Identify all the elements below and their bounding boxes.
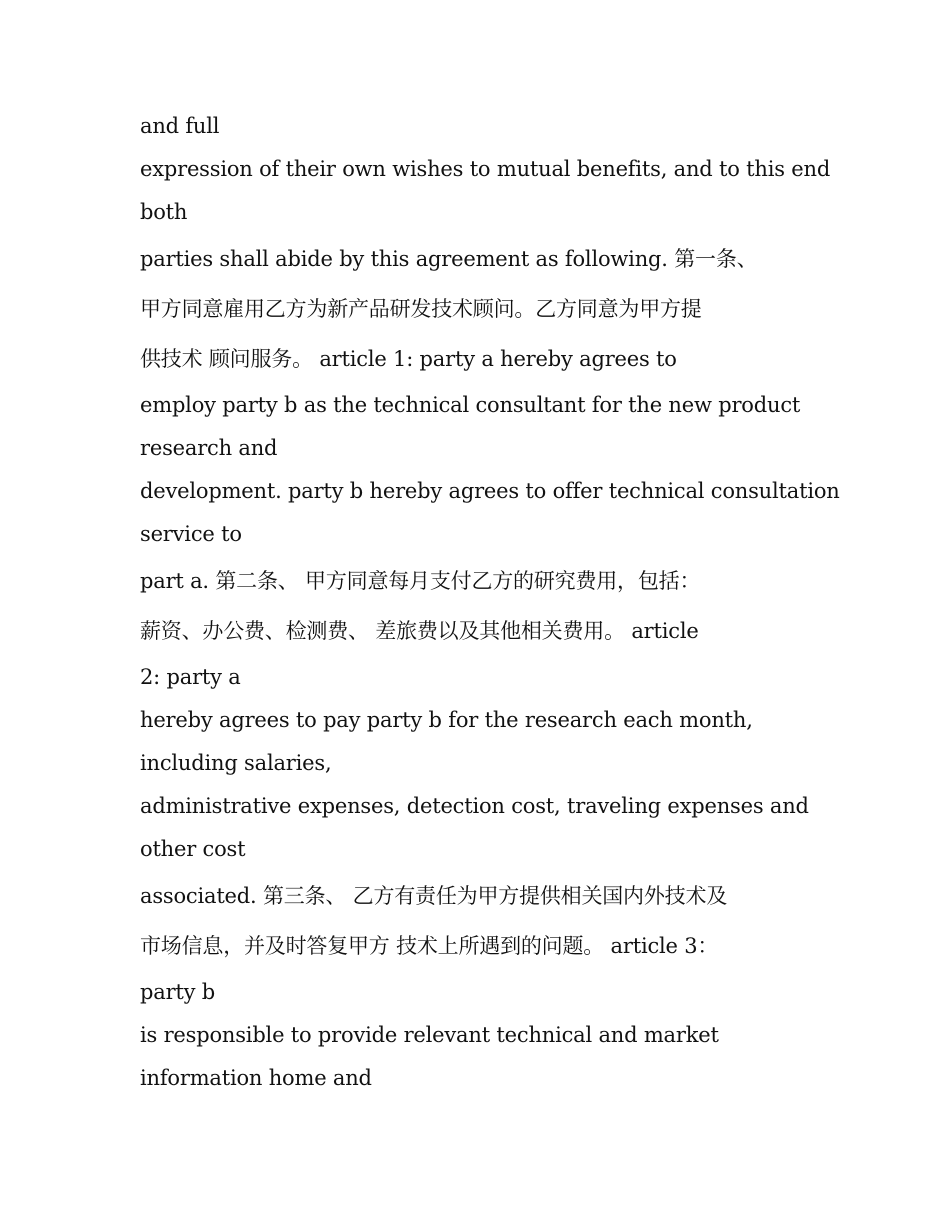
text-line: employ party b as the technical consultant for the new product	[140, 393, 801, 417]
text-line: 甲方同意雇用乙方为新产品研发技术顾问。乙方同意为甲方提	[140, 297, 702, 321]
text-line: both	[140, 200, 188, 224]
text-line: service to	[140, 522, 242, 546]
text-line: parties shall abide by this agreement as following. 第一条、	[140, 247, 758, 271]
text-line: development. party b hereby agrees to offer technical consultation	[140, 479, 840, 503]
text-line: administrative expenses, detection cost, traveling expenses and	[140, 794, 809, 818]
text-line: hereby agrees to pay party b for the research each month,	[140, 708, 753, 732]
text-line: 薪资、办公费、检测费、 差旅费以及其他相关费用。 article	[140, 619, 699, 643]
text-line: associated. 第三条、 乙方有责任为甲方提供相关国内外技术及	[140, 884, 728, 908]
document-body	[140, 105, 840, 1100]
text-line: is responsible to provide relevant technical and market	[140, 1023, 719, 1047]
text-line: 供技术 顾问服务。 article 1: party a hereby agrees to	[140, 347, 677, 371]
text-line: information home and	[140, 1066, 372, 1090]
text-line: 市场信息，并及时答复甲方 技术上所遇到的问题。 article 3：	[140, 934, 719, 958]
text-line: including salaries,	[140, 751, 332, 775]
text-line: expression of their own wishes to mutual benefits, and to this end	[140, 157, 831, 181]
text-line: part a. 第二条、 甲方同意每月支付乙方的研究费用，包括：	[140, 569, 701, 593]
text-line: research and	[140, 436, 278, 460]
text-line: and full	[140, 114, 220, 138]
text-line: 2: party a	[140, 665, 241, 689]
text-line: party b	[140, 980, 216, 1004]
text-line: other cost	[140, 837, 246, 861]
